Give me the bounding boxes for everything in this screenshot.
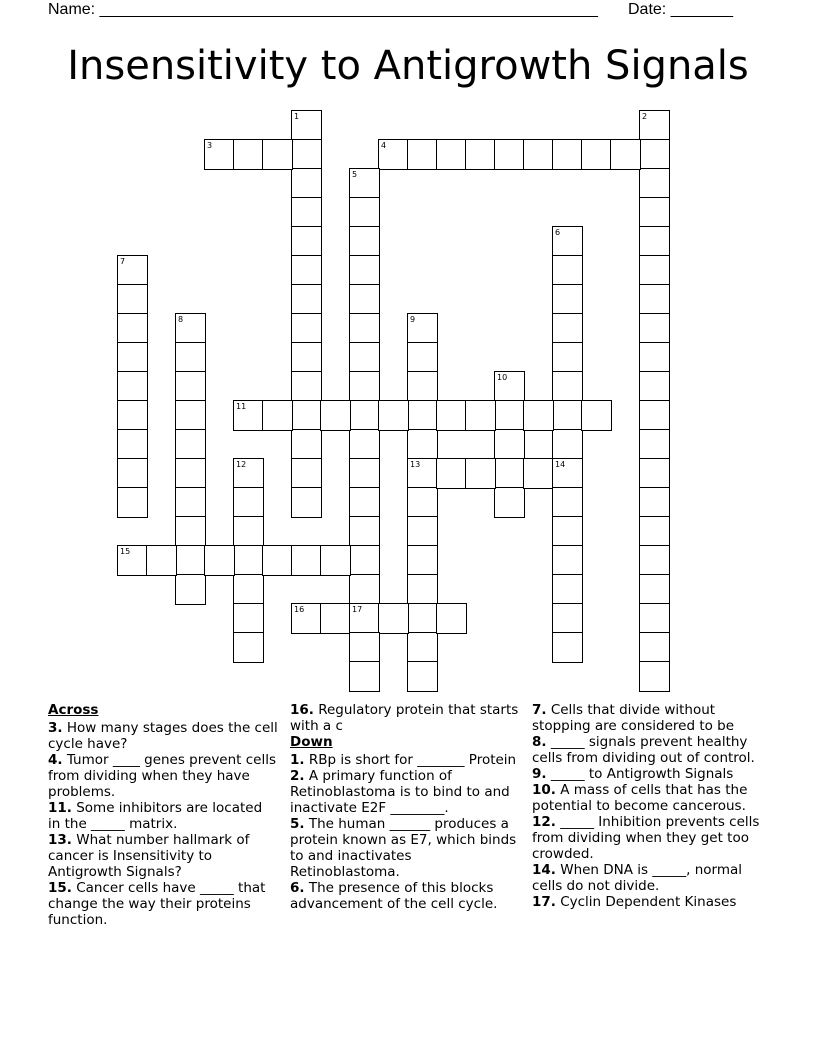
cell-number: 12 bbox=[236, 460, 247, 469]
clue-down-2 bbox=[290, 768, 522, 816]
clue-number: 11. bbox=[48, 800, 72, 816]
grid-cell[interactable] bbox=[117, 458, 148, 489]
grid-cell[interactable] bbox=[465, 458, 496, 489]
grid-cell[interactable] bbox=[639, 458, 670, 489]
grid-cell[interactable] bbox=[291, 603, 322, 634]
grid-cell[interactable] bbox=[175, 429, 206, 460]
grid-cell[interactable] bbox=[407, 313, 438, 344]
clue-across-13 bbox=[48, 832, 278, 880]
clue-down-6 bbox=[290, 880, 522, 912]
clue-text: A primary function of Retinoblastoma is to bind to and inactivate E2F ________. bbox=[290, 768, 510, 816]
grid-cell[interactable] bbox=[291, 255, 322, 286]
clue-text: _____ Inhibition prevents cells from dividing when they get too crowded. bbox=[532, 814, 760, 862]
grid-cell[interactable] bbox=[233, 545, 264, 576]
grid-cell[interactable] bbox=[349, 516, 380, 547]
grid-cell[interactable] bbox=[349, 168, 380, 199]
grid-cell[interactable] bbox=[465, 139, 496, 170]
clue-text: _____ signals prevent healthy cells from dividing out of control. bbox=[532, 734, 755, 766]
grid-cell[interactable] bbox=[291, 487, 322, 518]
clue-across-4 bbox=[48, 752, 278, 800]
grid-cell[interactable] bbox=[349, 429, 380, 460]
grid-cell[interactable] bbox=[349, 197, 380, 228]
grid-cell[interactable] bbox=[552, 371, 583, 402]
clue-number: 5. bbox=[290, 816, 305, 832]
grid-cell[interactable] bbox=[117, 429, 148, 460]
date-field-label[interactable]: Date: _______ bbox=[628, 1, 733, 18]
clue-number: 15. bbox=[48, 880, 72, 896]
grid-cell[interactable] bbox=[436, 458, 467, 489]
grid-cell[interactable] bbox=[117, 313, 148, 344]
grid-cell[interactable] bbox=[407, 139, 438, 170]
clue-text: Regulatory protein that starts with a c bbox=[290, 702, 519, 734]
grid-cell[interactable] bbox=[349, 632, 380, 663]
grid-cell[interactable] bbox=[233, 400, 264, 431]
grid-cell[interactable] bbox=[407, 661, 438, 692]
clue-down-12 bbox=[532, 814, 768, 862]
grid-cell[interactable] bbox=[349, 400, 380, 431]
cell-number: 9 bbox=[410, 315, 416, 324]
cell-number: 17 bbox=[352, 605, 363, 614]
grid-cell[interactable] bbox=[233, 603, 264, 634]
clue-number: 6. bbox=[290, 880, 305, 896]
grid-cell[interactable] bbox=[552, 255, 583, 286]
clue-text: Cells that divide without stopping are considered to be bbox=[532, 702, 735, 734]
grid-cell[interactable] bbox=[175, 516, 206, 547]
grid-cell[interactable] bbox=[581, 400, 612, 431]
clue-text: How many stages does the cell cycle have? bbox=[48, 720, 278, 752]
clue-text: What number hallmark of cancer is Insensitivity to Antigrowth Signals? bbox=[48, 832, 250, 880]
name-field-label[interactable]: Name: ________________________________________________________ bbox=[48, 1, 598, 18]
clue-text: Some inhibitors are located in the _____ matrix. bbox=[48, 800, 263, 832]
cell-number: 4 bbox=[381, 141, 387, 150]
grid-cell[interactable] bbox=[233, 458, 264, 489]
grid-cell[interactable] bbox=[349, 284, 380, 315]
clue-number: 2. bbox=[290, 768, 305, 784]
grid-cell[interactable] bbox=[233, 139, 264, 170]
grid-cell[interactable] bbox=[175, 545, 206, 576]
grid-cell[interactable] bbox=[407, 371, 438, 402]
grid-cell[interactable] bbox=[291, 284, 322, 315]
grid-cell[interactable] bbox=[233, 632, 264, 663]
clue-number: 14. bbox=[532, 862, 556, 878]
clue-number: 9. bbox=[532, 766, 547, 782]
grid-cell[interactable] bbox=[407, 487, 438, 518]
grid-cell[interactable] bbox=[407, 632, 438, 663]
cell-number: 14 bbox=[555, 460, 566, 469]
across-heading: Across bbox=[48, 702, 99, 718]
clue-across-11 bbox=[48, 800, 278, 832]
grid-cell[interactable] bbox=[291, 342, 322, 373]
grid-cell[interactable] bbox=[378, 603, 409, 634]
grid-cell[interactable] bbox=[117, 342, 148, 373]
clue-down-5 bbox=[290, 816, 522, 880]
cell-number: 11 bbox=[236, 402, 247, 411]
clue-text: The human ______ produces a protein known as E7, which binds to and inactivates Retinoblastoma. bbox=[290, 816, 517, 880]
grid-cell[interactable] bbox=[639, 226, 670, 257]
grid-cell[interactable] bbox=[494, 429, 525, 460]
grid-cell[interactable] bbox=[639, 313, 670, 344]
grid-cell[interactable] bbox=[349, 487, 380, 518]
grid-cell[interactable] bbox=[639, 284, 670, 315]
clue-down-1 bbox=[290, 752, 522, 768]
grid-cell[interactable] bbox=[523, 400, 554, 431]
grid-cell[interactable] bbox=[552, 603, 583, 634]
grid-cell[interactable] bbox=[291, 429, 322, 460]
clue-down-14 bbox=[532, 862, 768, 894]
cell-number: 3 bbox=[207, 141, 213, 150]
grid-cell[interactable] bbox=[581, 139, 612, 170]
grid-cell[interactable] bbox=[494, 458, 525, 489]
grid-cell[interactable] bbox=[291, 545, 322, 576]
grid-cell[interactable] bbox=[552, 400, 583, 431]
grid-cell[interactable] bbox=[233, 574, 264, 605]
grid-cell[interactable] bbox=[291, 197, 322, 228]
clue-text: Tumor ____ genes prevent cells from dividing when they have problems. bbox=[48, 752, 277, 800]
down-heading: Down bbox=[290, 734, 333, 750]
grid-cell[interactable] bbox=[552, 458, 583, 489]
grid-cell[interactable] bbox=[233, 516, 264, 547]
grid-cell[interactable] bbox=[175, 313, 206, 344]
clue-text: _____ to Antigrowth Signals bbox=[550, 766, 734, 782]
grid-cell[interactable] bbox=[175, 371, 206, 402]
grid-cell[interactable] bbox=[407, 458, 438, 489]
grid-cell[interactable] bbox=[117, 545, 148, 576]
grid-cell[interactable] bbox=[639, 255, 670, 286]
grid-cell[interactable] bbox=[494, 400, 525, 431]
grid-cell[interactable] bbox=[320, 545, 351, 576]
grid-cell[interactable] bbox=[233, 487, 264, 518]
cell-number: 5 bbox=[352, 170, 358, 179]
clue-number: 4. bbox=[48, 752, 63, 768]
cell-number: 1 bbox=[294, 112, 300, 121]
grid-cell[interactable] bbox=[639, 661, 670, 692]
clue-number: 7. bbox=[532, 702, 547, 718]
grid-cell[interactable] bbox=[552, 632, 583, 663]
grid-cell[interactable] bbox=[291, 226, 322, 257]
grid-cell[interactable] bbox=[494, 139, 525, 170]
clue-across-15 bbox=[48, 880, 278, 928]
clue-number: 12. bbox=[532, 814, 556, 830]
cell-number: 16 bbox=[294, 605, 305, 614]
clue-number: 17. bbox=[532, 894, 556, 910]
clue-number: 16. bbox=[290, 702, 314, 718]
grid-cell[interactable] bbox=[175, 342, 206, 373]
grid-cell[interactable] bbox=[291, 168, 322, 199]
clues-column-3 bbox=[532, 702, 768, 910]
grid-cell[interactable] bbox=[494, 487, 525, 518]
grid-cell[interactable] bbox=[262, 139, 293, 170]
grid-cell[interactable] bbox=[291, 139, 322, 170]
clue-across-3 bbox=[48, 720, 278, 752]
grid-cell[interactable] bbox=[320, 603, 351, 634]
grid-cell[interactable] bbox=[291, 313, 322, 344]
grid-cell[interactable] bbox=[291, 400, 322, 431]
grid-cell[interactable] bbox=[349, 574, 380, 605]
grid-cell[interactable] bbox=[204, 139, 235, 170]
grid-cell[interactable] bbox=[436, 139, 467, 170]
clue-across-16 bbox=[290, 702, 522, 734]
grid-cell[interactable] bbox=[610, 139, 641, 170]
grid-cell[interactable] bbox=[117, 284, 148, 315]
clues-column-1 bbox=[48, 702, 278, 928]
grid-cell[interactable] bbox=[407, 603, 438, 634]
grid-cell[interactable] bbox=[639, 603, 670, 634]
clue-text: A mass of cells that has the potential to become cancerous. bbox=[532, 782, 748, 814]
clue-number: 13. bbox=[48, 832, 72, 848]
grid-cell[interactable] bbox=[204, 545, 235, 576]
grid-cell[interactable] bbox=[552, 429, 583, 460]
grid-cell[interactable] bbox=[639, 545, 670, 576]
cell-number: 8 bbox=[178, 315, 184, 324]
grid-cell[interactable] bbox=[117, 255, 148, 286]
grid-cell[interactable] bbox=[117, 400, 148, 431]
clue-number: 3. bbox=[48, 720, 63, 736]
grid-cell[interactable] bbox=[407, 574, 438, 605]
grid-cell[interactable] bbox=[552, 313, 583, 344]
grid-cell[interactable] bbox=[117, 487, 148, 518]
grid-cell[interactable] bbox=[494, 371, 525, 402]
clue-number: 1. bbox=[290, 752, 305, 768]
clue-down-8 bbox=[532, 734, 768, 766]
grid-cell[interactable] bbox=[407, 429, 438, 460]
cell-number: 15 bbox=[120, 547, 131, 556]
grid-cell[interactable] bbox=[349, 226, 380, 257]
grid-cell[interactable] bbox=[639, 342, 670, 373]
grid-cell[interactable] bbox=[349, 603, 380, 634]
grid-cell[interactable] bbox=[407, 400, 438, 431]
clue-text: Cancer cells have _____ that change the way their proteins function. bbox=[48, 880, 266, 928]
clue-text: The presence of this blocks advancement of the cell cycle. bbox=[290, 880, 498, 912]
grid-cell[interactable] bbox=[407, 342, 438, 373]
grid-cell[interactable] bbox=[552, 284, 583, 315]
grid-cell[interactable] bbox=[465, 400, 496, 431]
grid-cell[interactable] bbox=[639, 197, 670, 228]
grid-cell[interactable] bbox=[436, 603, 467, 634]
grid-cell[interactable] bbox=[639, 487, 670, 518]
clue-text: RBp is short for _______ Protein bbox=[308, 752, 517, 768]
grid-cell[interactable] bbox=[523, 139, 554, 170]
clue-text: When DNA is _____, normal cells do not divide. bbox=[532, 862, 743, 894]
grid-cell[interactable] bbox=[320, 400, 351, 431]
grid-cell[interactable] bbox=[552, 545, 583, 576]
grid-cell[interactable] bbox=[262, 400, 293, 431]
cell-number: 7 bbox=[120, 257, 126, 266]
grid-cell[interactable] bbox=[175, 487, 206, 518]
grid-cell[interactable] bbox=[349, 545, 380, 576]
grid-cell[interactable] bbox=[262, 545, 293, 576]
grid-cell[interactable] bbox=[552, 487, 583, 518]
grid-cell[interactable] bbox=[552, 574, 583, 605]
grid-cell[interactable] bbox=[349, 371, 380, 402]
grid-cell[interactable] bbox=[349, 661, 380, 692]
grid-cell[interactable] bbox=[291, 458, 322, 489]
grid-cell[interactable] bbox=[639, 632, 670, 663]
clue-down-10 bbox=[532, 782, 768, 814]
grid-cell[interactable] bbox=[175, 574, 206, 605]
grid-cell[interactable] bbox=[175, 458, 206, 489]
grid-cell[interactable] bbox=[639, 574, 670, 605]
grid-cell[interactable] bbox=[291, 371, 322, 402]
grid-cell[interactable] bbox=[639, 429, 670, 460]
grid-cell[interactable] bbox=[407, 516, 438, 547]
grid-cell[interactable] bbox=[639, 168, 670, 199]
grid-cell[interactable] bbox=[639, 110, 670, 141]
clue-text: Cyclin Dependent Kinases bbox=[560, 894, 737, 910]
clue-down-9 bbox=[532, 766, 768, 782]
clue-number: 10. bbox=[532, 782, 556, 798]
grid-cell[interactable] bbox=[639, 516, 670, 547]
grid-cell[interactable] bbox=[552, 139, 583, 170]
grid-cell[interactable] bbox=[349, 313, 380, 344]
grid-cell[interactable] bbox=[436, 400, 467, 431]
cell-number: 2 bbox=[642, 112, 648, 121]
grid-cell[interactable] bbox=[378, 400, 409, 431]
grid-cell[interactable] bbox=[639, 371, 670, 402]
grid-cell[interactable] bbox=[552, 226, 583, 257]
grid-cell[interactable] bbox=[639, 400, 670, 431]
grid-cell[interactable] bbox=[349, 458, 380, 489]
cell-number: 10 bbox=[497, 373, 508, 382]
grid-cell[interactable] bbox=[291, 110, 322, 141]
grid-cell[interactable] bbox=[117, 371, 148, 402]
clues-column-2 bbox=[290, 702, 522, 912]
grid-cell[interactable] bbox=[639, 139, 670, 170]
clue-down-17 bbox=[532, 894, 768, 910]
grid-cell[interactable] bbox=[407, 545, 438, 576]
grid-cell[interactable] bbox=[146, 545, 177, 576]
clue-down-7 bbox=[532, 702, 768, 734]
grid-cell[interactable] bbox=[552, 342, 583, 373]
cell-number: 13 bbox=[410, 460, 421, 469]
grid-cell[interactable] bbox=[378, 139, 409, 170]
grid-cell[interactable] bbox=[349, 342, 380, 373]
page-title: Insensitivity to Antigrowth Signals bbox=[67, 43, 749, 89]
grid-cell[interactable] bbox=[175, 400, 206, 431]
grid-cell[interactable] bbox=[523, 458, 554, 489]
grid-cell[interactable] bbox=[552, 516, 583, 547]
grid-cell[interactable] bbox=[349, 255, 380, 286]
cell-number: 6 bbox=[555, 228, 561, 237]
clue-number: 8. bbox=[532, 734, 547, 750]
